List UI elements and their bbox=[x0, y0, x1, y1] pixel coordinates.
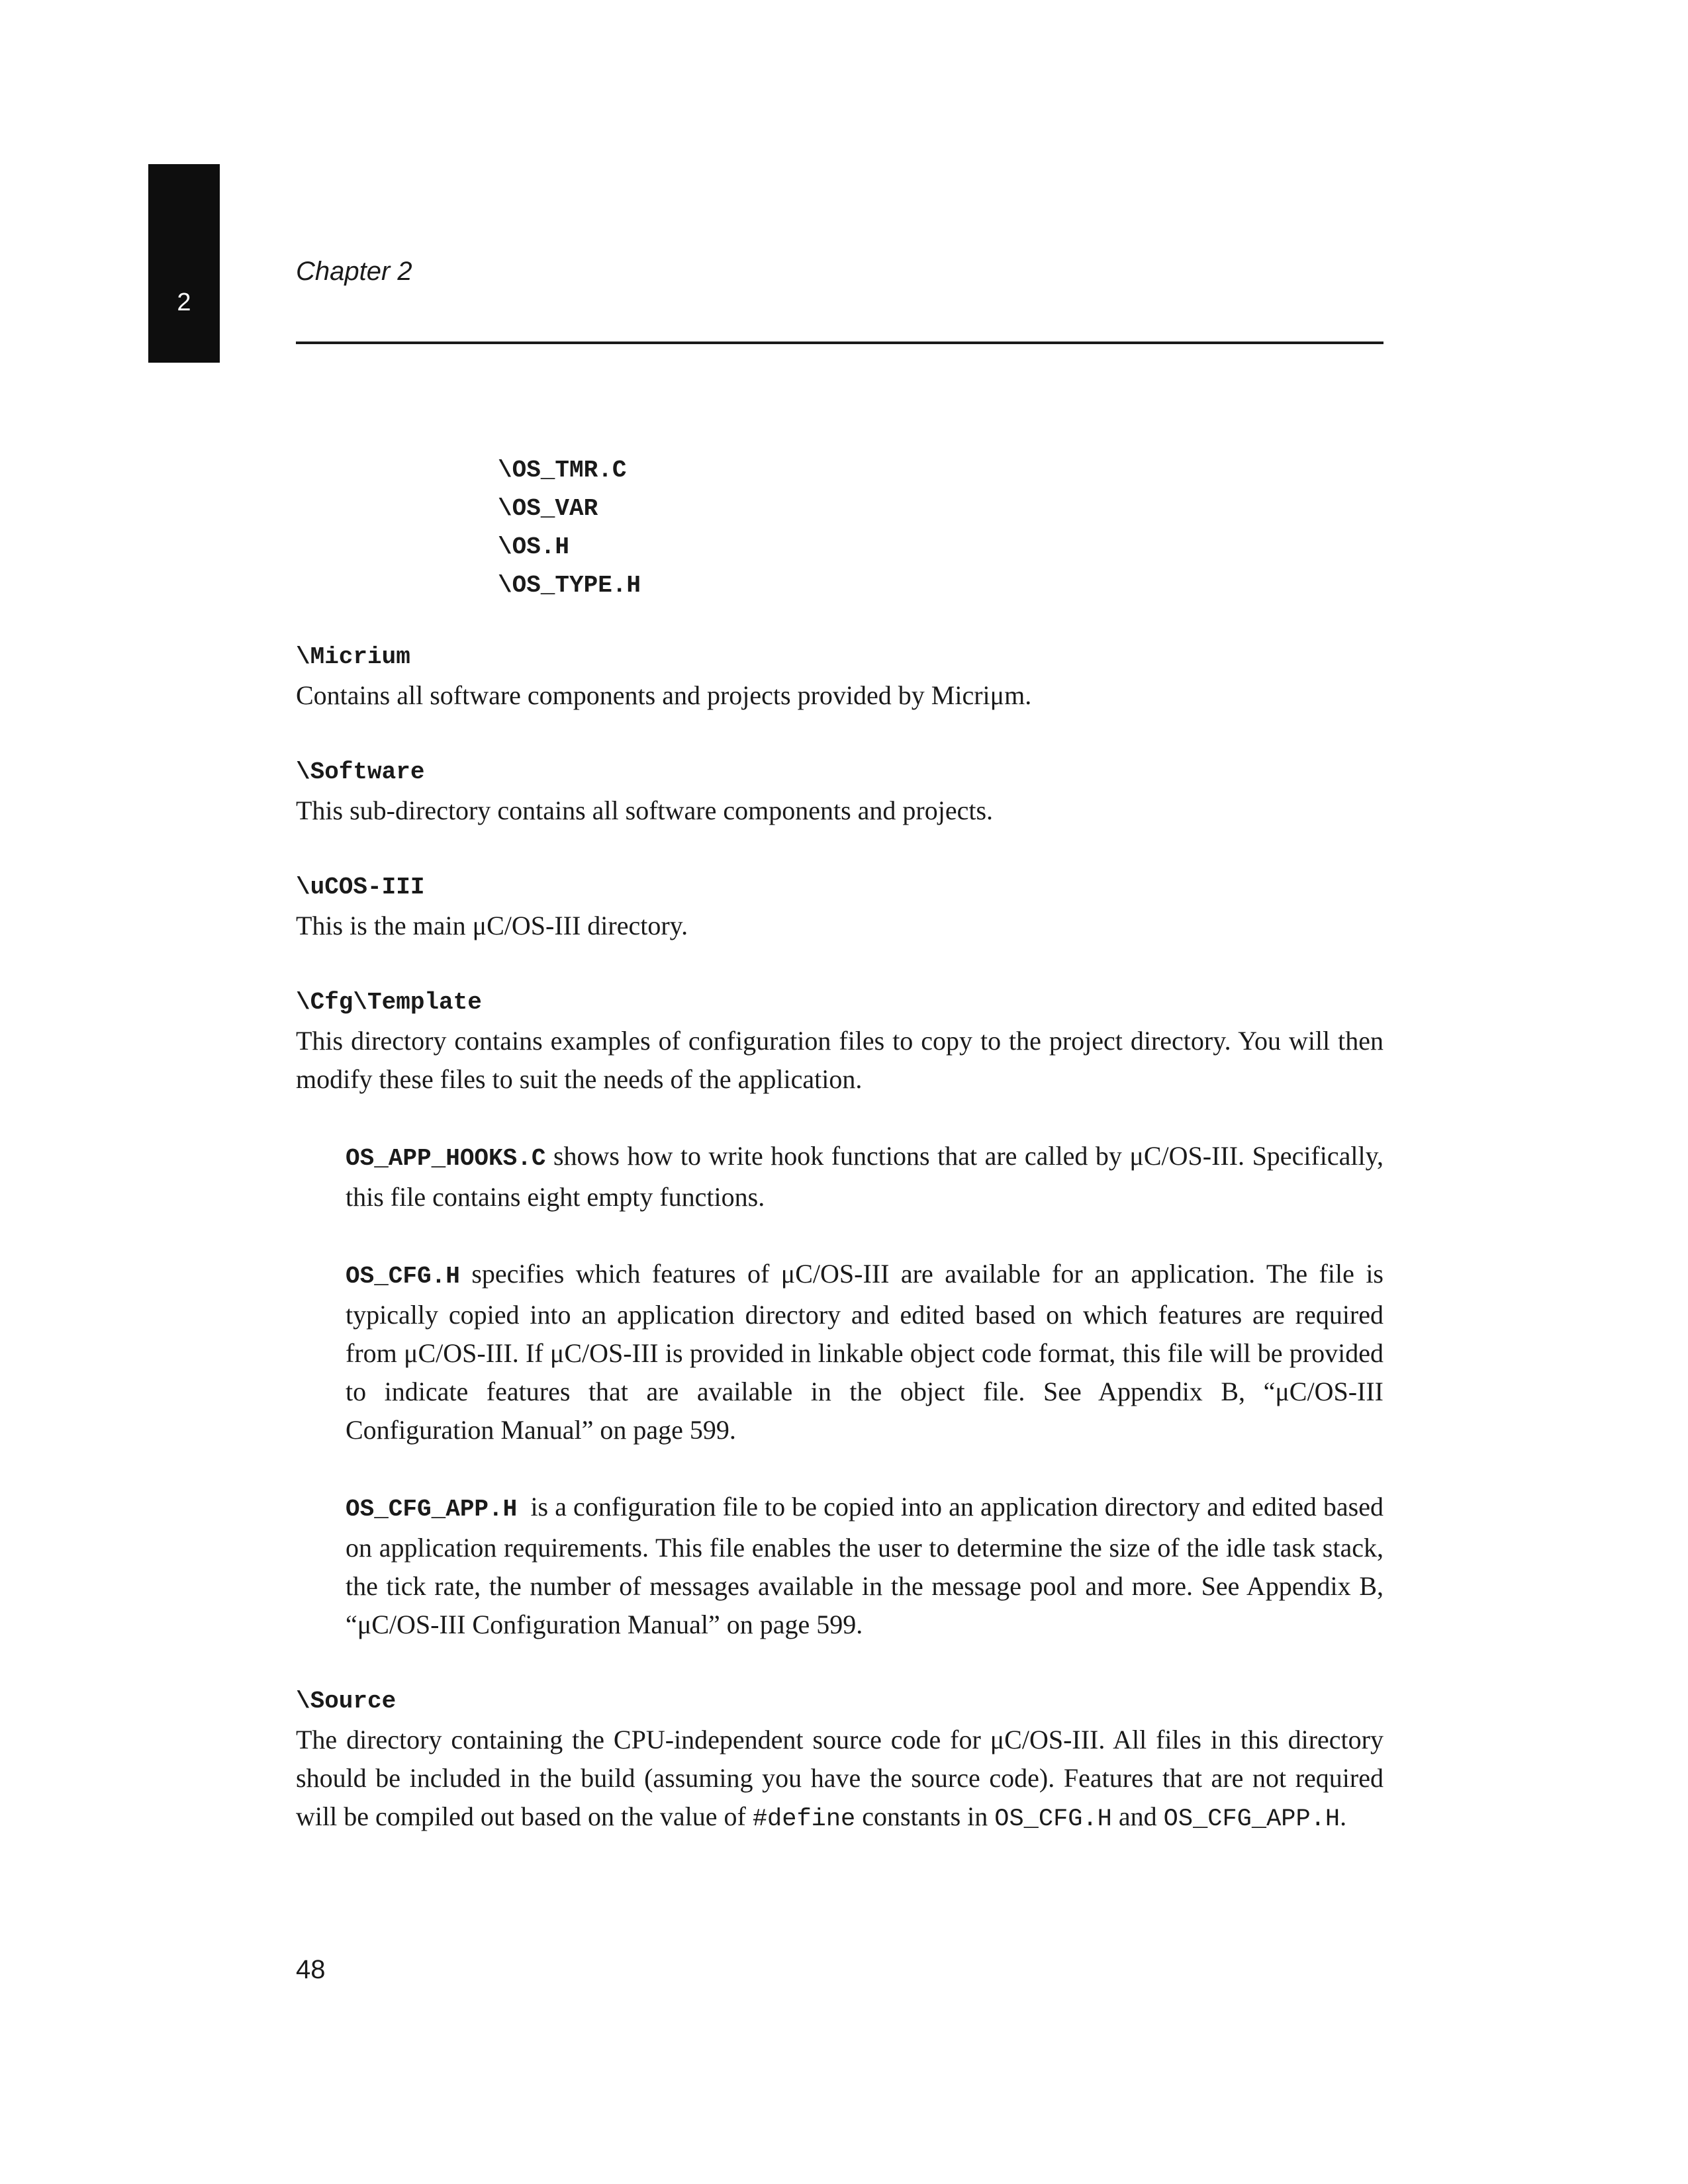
hooks-file-paragraph bbox=[346, 1137, 1383, 1216]
section-source bbox=[296, 1682, 1383, 1839]
chapter-tab bbox=[148, 164, 220, 363]
cfg-file-description: specifies which features of μC/OS-III are available for an application. The file is typically copied into an application directory and edited based on which features are required from μC/OS-III. If μC/OS-III is provided in linkable object code format, this file will be provided to indicate features that are available in the object file. See Appendix B, “μC/OS-III Configuration Manual” on page 599. bbox=[346, 1259, 1383, 1445]
cfg-template-heading: \Cfg\Template bbox=[296, 989, 482, 1016]
os-cfg-code: OS_CFG.H bbox=[994, 1805, 1112, 1833]
section-micrium bbox=[296, 638, 1383, 715]
hooks-file-name: OS_APP_HOOKS.C bbox=[346, 1145, 546, 1172]
file-list-item: \OS_TYPE.H bbox=[498, 572, 641, 599]
software-description: This sub-directory contains all software components and projects. bbox=[296, 796, 994, 825]
source-heading: \Source bbox=[296, 1688, 397, 1715]
file-list bbox=[498, 451, 641, 605]
source-text-1: The directory containing the CPU-independent source code for μC/OS-III. All files in this directory should be included in the build (assuming you have the source code). Features that are not required will be compiled out based on the value of bbox=[296, 1725, 1383, 1831]
cfg-app-file-description: is a configuration file to be copied into an application directory and edited based on application requirements. This file enables the user to determine the size of the idle task stack, the tick rate, the number of messages available in the message pool and more. See Appendix B, “μC/OS-III Configuration Manual” on page 599. bbox=[346, 1492, 1383, 1639]
source-description bbox=[296, 1721, 1383, 1839]
cfg-app-file-name: OS_CFG_APP.H bbox=[346, 1496, 518, 1523]
micrium-description: Contains all software components and projects provided by Micriμm. bbox=[296, 680, 1032, 710]
running-head: Chapter 2 bbox=[296, 257, 412, 286]
os-cfg-app-code: OS_CFG_APP.H bbox=[1163, 1805, 1340, 1833]
cfg-file-name: OS_CFG.H bbox=[346, 1263, 460, 1290]
chapter-tab-number: 2 bbox=[177, 289, 191, 316]
page-number: 48 bbox=[296, 1955, 326, 1984]
source-text-3: and bbox=[1118, 1801, 1157, 1831]
define-keyword: #define bbox=[752, 1805, 856, 1833]
page-content bbox=[296, 638, 1383, 1839]
cfg-template-description: This directory contains examples of configuration files to copy to the project directory. You will then modify these files to suit the needs of the application. bbox=[296, 1026, 1383, 1094]
file-list-item: \OS_TMR.C bbox=[498, 457, 627, 484]
header-rule bbox=[296, 341, 1383, 344]
cfg-app-file-paragraph bbox=[346, 1488, 1383, 1644]
file-list-item: \OS.H bbox=[498, 533, 570, 561]
software-heading: \Software bbox=[296, 758, 425, 786]
ucos-description: This is the main μC/OS-III directory. bbox=[296, 911, 688, 940]
ucos-heading: \uCOS-III bbox=[296, 874, 425, 901]
hooks-file-description: shows how to write hook functions that are called by μC/OS-III. Specifically, this file contains eight empty functions. bbox=[346, 1141, 1384, 1212]
micrium-heading: \Micrium bbox=[296, 643, 410, 670]
section-software bbox=[296, 753, 1383, 830]
file-list-item: \OS_VAR bbox=[498, 495, 598, 522]
section-cfg-template bbox=[296, 983, 1383, 1099]
source-text-4: . bbox=[1340, 1801, 1347, 1831]
cfg-file-paragraph bbox=[346, 1255, 1383, 1449]
source-text-2: constants in bbox=[862, 1801, 988, 1831]
section-ucos bbox=[296, 868, 1383, 945]
